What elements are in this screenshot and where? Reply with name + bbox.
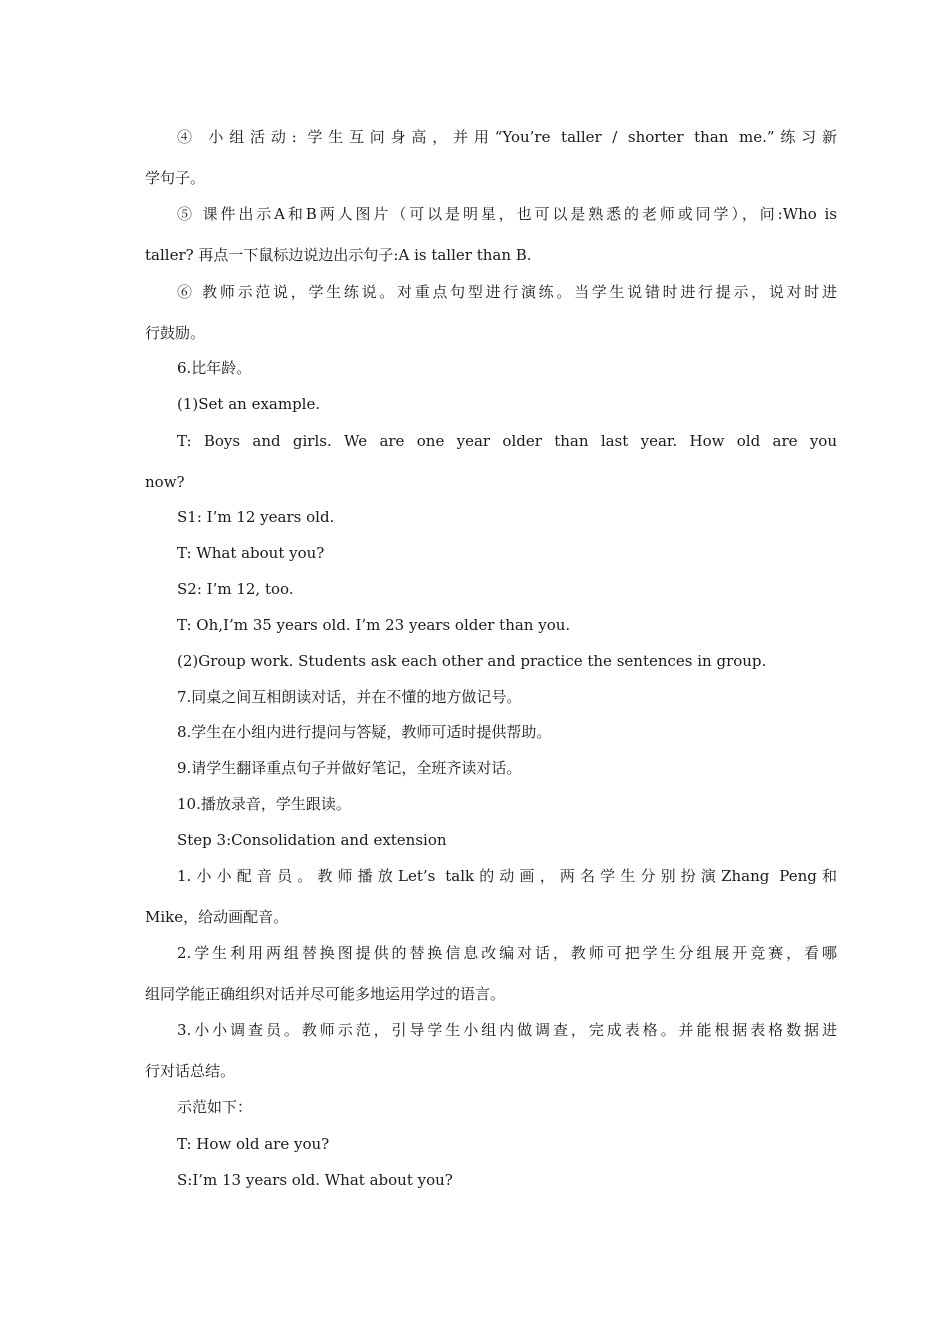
paragraph-line: 3.小小调查员。教师示范，引导学生小组内做调查，完成表格。并能根据表格数据进 [177, 1021, 837, 1039]
dialogue-line: T: What about you? [177, 544, 325, 562]
section-heading: Step 3:Consolidation and extension [177, 831, 447, 849]
dialogue-line: S:I’m 13 years old. What about you? [177, 1171, 453, 1189]
paragraph-line: 组同学能正确组织对话并尽可能多地运用学过的语言。 [145, 985, 506, 1003]
paragraph-line: 示范如下： [177, 1098, 253, 1116]
paragraph-line: 学句子。 [145, 169, 206, 187]
dialogue-line: T: Oh,I’m 35 years old. I’m 23 years older than you. [177, 616, 571, 634]
paragraph-line: ④ 小组活动: 学生互问身高，并用“You’re taller / shorter than me.”练习新 [177, 128, 837, 146]
paragraph-line: ⑥ 教师示范说，学生练说。对重点句型进行演练。当学生说错时进行提示，说对时进 [177, 283, 837, 301]
paragraph-line: ⑤ 课件出示A和B两人图片（可以是明星，也可以是熟悉的老师或同学），问:Who is [177, 205, 837, 223]
paragraph-line: 9.请学生翻译重点句子并做好笔记，全班齐读对话。 [177, 759, 522, 777]
dialogue-line: S1: I’m 12 years old. [177, 508, 335, 526]
paragraph-line: (2)Group work. Students ask each other and practice the sentences in group. [177, 652, 767, 670]
dialogue-line: T: How old are you? [177, 1135, 330, 1153]
section-heading: 6.比年龄。 [177, 359, 252, 377]
paragraph-line: 行对话总结。 [145, 1062, 236, 1080]
paragraph-line: 行鼓励。 [145, 324, 206, 342]
dialogue-line: T: Boys and girls. We are one year older than last year. How old are you [177, 432, 837, 450]
paragraph-line: 1.小小配音员。教师播放Let’s talk的动画，两名学生分别扮演Zhang Peng和 [177, 867, 837, 885]
paragraph-line: 7.同桌之间互相朗读对话，并在不懂的地方做记号。 [177, 688, 522, 706]
paragraph-line: taller? 再点一下鼠标边说边出示句子:A is taller than B. [145, 246, 532, 264]
paragraph-line: Mike，给动画配音。 [145, 908, 289, 926]
paragraph-line: 8.学生在小组内进行提问与答疑，教师可适时提供帮助。 [177, 723, 552, 741]
dialogue-line: S2: I’m 12, too. [177, 580, 294, 598]
paragraph-line: 10.播放录音，学生跟读。 [177, 795, 351, 813]
dialogue-line: now? [145, 473, 185, 491]
paragraph-line: (1)Set an example. [177, 395, 321, 413]
paragraph-line: 2.学生利用两组替换图提供的替换信息改编对话，教师可把学生分组展开竞赛，看哪 [177, 944, 837, 962]
